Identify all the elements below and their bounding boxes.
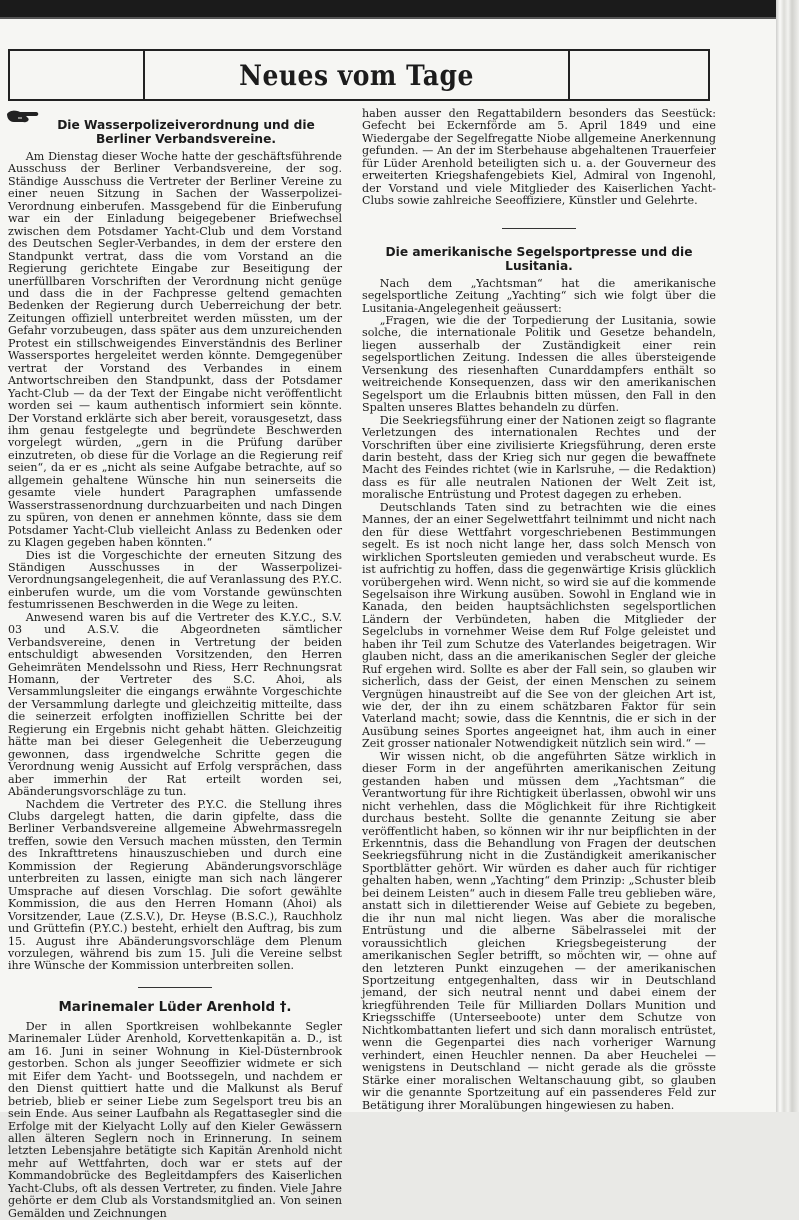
article-3-paragraph: Die Seekriegsführung einer der Nationen zeigt so flagrante Verletzungen des internationalen Rechtes und der Vorschriften über eine zivilisierte Kriegsführung, deren erste darin besteht, dass der Krieg sich nur gegen die bewaffnete Macht des Feindes richtet (wie in Karlsruhe, — die Redaktion) dass es für alle neutralen Nationen der Welt Zeit ist, moralische Entrüstung und Protest dagegen zu erheben. xyxy=(362,413,716,502)
article-separator xyxy=(502,228,576,229)
section-title: Neues vom Tage xyxy=(239,59,474,92)
article-3-paragraph: Nach dem „Yachtsman“ hat die amerikanische segelsportliche Zeitung „Yachting“ sich wie folgt über die Lusitania-Angelegenheit geäussert: xyxy=(362,276,716,315)
article-1-paragraph: Dies ist die Vorgeschichte der erneuten Sitzung des Ständigen Ausschusses in der Wasserpolizei-Verordnungsangelegenheit, die auf Veranlassung des P.Y.C. einberufen wurde, um die vom Vorstande gewünschten festumrissenen Beschwerden in die Wege zu leiten. xyxy=(8,548,342,612)
article-2-paragraph: Der in allen Sportkreisen wohlbekannte Segler Marinemaler Lüder Arenhold, Korvettenkapitän a. D., ist am 16. Juni in seiner Wohnung in Kiel-Düsternbrook gestorben. Schon als junger Seeoffizier widmete er sich mit Eifer dem Yacht- und Bootssegeln, und nachdem er den Dienst quittiert hatte und die Malkunst als Beruf betrieb, blieb er seiner Liebe zum Segelsport treu bis an sein Ende. Aus seiner Laufbahn als Regattasegler sind die Erfolge mit der Kielyacht Lolly auf den Kieler Gewässern allen älteren Seglern noch in Erinnerung. In seinem letzten Lebensjahre betätigte sich Kapitän Arenhold nicht mehr auf Wettfahrten, doch war er stets auf der Kommandobrücke des Begleitdampfers des Kaiserlichen Yacht-Clubs, oft als dessen Vertreter, zu finden. Viele Jahre gehörte er dem Club als Vorstandsmitglied an. Von seinen Gemälden und Zeichnungen xyxy=(8,1019,342,1220)
article-1-paragraph: Am Dienstag dieser Woche hatte der geschäftsführende Ausschuss der Berliner Verbandsvereine, der sog. Ständige Ausschuss die Vertreter der Berliner Vereine zu einer neuen Sitzung in Sachen der Wasserpolizei-Verordnung einberufen. Massgebend für die Einberufung war ein der Einladung beigegebener Briefwechsel zwischen dem Potsdamer Yacht-Club und dem Vorstand des Deutschen Segler-Verbandes, in dem der erstere den Standpunkt vertrat, dass die vom Vorstand an die Regierung gerichtete Eingabe zur Beseitigung der unerfüllbaren Vorschriften der Verordnung nicht genüge und dass die in der Fachpresse geltend gemachten Bedenken der Regierung durch Ueberreichung der betr. Zeitungen offiziell unterbreitet werden müssten, um der Gefahr vorzubeugen, dass später aus dem unzureichenden Protest ein stillschweigendes Einverständnis des Berliner Wassersportes hergeleitet werden könnte. Demgegenüber vertrat der Vorstand des Verbandes in einem Antwortschreiben den Standpunkt, dass der Potsdamer Yacht-Club — da der Text der Eingabe nicht veröffentlicht worden sei — kaum authentisch informiert sein könnte. Der Vorstand erklärte sich aber bereit, vorausgesetzt, dass ihm genau festgelegte und begründete Beschwerden vorgelegt würden, „gern in die Prüfung darüber einzutreten, ob diese für die Vorlage an die Regierung reif seien“, da er es „nicht als seine Aufgabe betrachte, auf so allgemein gehaltene Wünsche hin nun seinerseits die gesamte viele hundert Paragraphen umfassende Wasserstrassenordnung durchzuarbeiten und nach Dingen zu spüren, von denen er annehmen könnte, dass sie dem Potsdamer Yacht-Club vielleicht Anlass zu Bedenken oder zu Klagen gegeben haben könnten.“ xyxy=(8,150,342,550)
section-header-box xyxy=(8,49,710,101)
page-top-edge xyxy=(0,0,799,17)
header-divider-right xyxy=(568,51,570,99)
article-3-title: Die amerikanische Segelsportpresse und die Lusitania. xyxy=(385,244,693,273)
left-column xyxy=(8,108,342,1220)
article-1-paragraph: Anwesend waren bis auf die Vertreter des K.Y.C., S.V. 03 und A.S.V. die Abgeordneten sämtlicher Verbandsvereine, denen in Vertretung der beiden entschuldigt abwesenden Vorsitzenden, den Herren Geheimräten Mendelssohn und Riess, Herr Rechnungsrat Homann, der Vertreter des S.C. Ahoi, als Versammlungsleiter die eingangs erwähnte Vorgeschichte der Versammlung darlegte und gleichzeitig mitteilte, dass die seinerzeit erfolgten inoffiziellen Schritte bei der Regierung ein Ergebnis nicht gehabt hätten. Gleichzeitig hätte man bei dieser Gelegenheit die Ueberzeugung gewonnen, dass irgendwelche Schritte gegen die Verordnung wenig Aussicht auf Erfolg versprächen, dass aber immerhin der Rat erteilt worden sei, Abänderungsvorschläge zu tun. xyxy=(8,610,342,799)
pointing-hand-icon xyxy=(6,108,44,126)
article-3-paragraph: Deutschlands Taten sind zu betrachten wie die eines Mannes, der an einer Segelwettfahrt teilnimmt und nicht nach den für diese Wettfahrt vorgeschriebenen Bestimmungen segelt. Es ist noch nicht lange her, dass solch Mensch von wirklichen Sportsleuten gemieden und verabscheut wurde. Es ist aufrichtig zu hoffen, dass die gegenwärtige Krisis glücklich vorübergehen wird. Wenn nicht, so wird sie auf die kommende Segelsaison ihre Wirkung ausüben. Sowohl in England wie in Kanada, den beiden hauptsächlichsten segelsportlichen Ländern der Verbündeten, haben die Mitglieder der Segelclubs in vornehmer Weise dem Ruf Folge geleistet und haben ihr Teil zum Schutze des Vaterlandes beigetragen. Wir glauben nicht, dass an die amerikanischen Segler der gleiche Ruf ergehen wird. Sollte es aber der Fall sein, so glauben wir sicherlich, dass der Geist, der einen Menschen zu seinem Vergnügen hinaustreibt auf die See von der gleichen Art ist, wie der, der ihn zu einem schätzbaren Faktor für sein Vaterland macht; sowie, dass die Kenntnis, die er sich in der Ausübung seines Sportes angeeignet hat, ihm auch in einer Zeit grosser nationaler Notwendigkeit nützlich sein wird.“ — xyxy=(362,500,716,751)
page-binding-edge xyxy=(776,0,799,1112)
article-2-title: Marinemaler Lüder Arenhold †. xyxy=(58,999,292,1015)
article-1-paragraph: Nachdem die Vertreter des P.Y.C. die Stellung ihres Clubs dargelegt hatten, die darin gipfelte, dass die Berliner Verbandsvereine allgemeine Abwehrmassregeln treffen, sowie den Versuch machen müssten, den Termin des Inkrafttretens hinauszuschieben und durch eine Kommission der Regierung Abänderungsvorschläge unterbreiten zu lassen, einigte man sich nach längerer Umsprache auf diesen Vorschlag. Die sofort gewählte Kommission, die aus den Herren Homann (Ahoi) als Vorsitzender, Laue (Z.S.V.), Dr. Heyse (B.S.C.), Rauchholz und Grüttefin (P.Y.C.) besteht, erhielt den Auftrag, bis zum 15. August ihre Abänderungsvorschläge dem Plenum vorzulegen, während bis zum 15. Juli die Vereine selbst ihre Wünsche der Kommission unterbreiten sollen. xyxy=(8,797,342,973)
article-1-heading xyxy=(8,108,342,146)
article-1-title: Die Wasserpolizeiverordnung und die Berliner Verbandsvereine. xyxy=(57,118,315,146)
article-3-paragraph: Wir wissen nicht, ob die angeführten Sätze wirklich in dieser Form in der angeführten amerikanischen Zeitung gestanden haben und müssen dem „Yachtsman“ die Verantwortung für ihre Richtigkeit überlassen, obwohl wir uns nicht verhehlen, dass die Möglichkeit für ihre Richtigkeit durchaus besteht. Sollte die genannte Zeitung sie aber veröffentlicht haben, so können wir ihr nur beipflichten in der Erkenntnis, dass die Behandlung von Fragen der deutschen Seekriegsführung nicht in die Zuständigkeit amerikanischer Sportblätter gehört. Wir würden es daher auch für richtiger gehalten haben, wenn „Yachting“ dem Prinzip: „Schuster bleib bei deinem Leisten“ auch in diesem Falle treu geblieben wäre, anstatt sich in dilettierender Weise auf Gebiete zu begeben, die ihr nun mal nicht liegen. Was aber die moralische Entrüstung und die alberne Säbelrasselei mit der voraussichtlich gleichen Kriegsbegeisterung der amerikanischen Segler betrifft, so möchten wir, — ohne auf den letzteren Punkt einzugehen — der amerikanischen Sportzeitung entgegenhalten, dass wir in Deutschland jemand, der sich neutral nennt und dabei einem der kriegführenden Teile für Milliarden Dollars Munition und Kriegsschiffe (Unterseeboote) unter dem Schutze von Nichtkombattanten liefert und sich dann moralisch entrüstet, wenn die Gegenpartei dies nach vorheriger Warnung verhindert, einen Heuchler nennen. Da aber Heuchelei — wenigstens in Deutschland — nicht gerade als die grösste Stärke einer moralischen Weltanschauung gibt, so glauben wir die genannte Sportzeitung auf ein passenderes Feld zur Betätigung ihrer Moralübungen hingewiesen zu haben. xyxy=(362,749,716,1112)
article-2-continuation: haben ausser den Regattabildern besonders das Seestück: Gefecht bei Eckernförde am 5. April 1849 und eine Wiedergabe der Segelfregatte Niobe allgemeine Anerkennung gefunden. — An der im Sterbehause abgehaltenen Trauerfeier für Lüder Arenhold beteiligten sich u. a. der Gouverneur des erweiterten Kriegshafengebiets Kiel, Admiral von Ingenohl, der Vorstand und viele Mitglieder des Kaiserlichen Yacht-Clubs sowie zahlreiche Seeoffiziere, Künstler und Gelehrte. xyxy=(362,107,716,208)
right-column xyxy=(362,108,716,1112)
article-separator xyxy=(138,987,212,988)
top-rule xyxy=(0,17,776,19)
article-3-paragraph: „Fragen, wie die der Torpedierung der Lusitania, sowie solche, die internationale Politik und Gesetze behandeln, liegen ausserhalb der Zuständigkeit einer rein segelsportlichen Zeitung. Indessen die alles übersteigende Versenkung des riesenhaften Cunarddampfers enthält so weitreichende Konsequenzen, dass wir den amerikanischen Segelsport um die Erlaubnis bitten müssen, den Fall in den Spalten unseres Blattes behandeln zu dürfen. xyxy=(362,313,716,415)
